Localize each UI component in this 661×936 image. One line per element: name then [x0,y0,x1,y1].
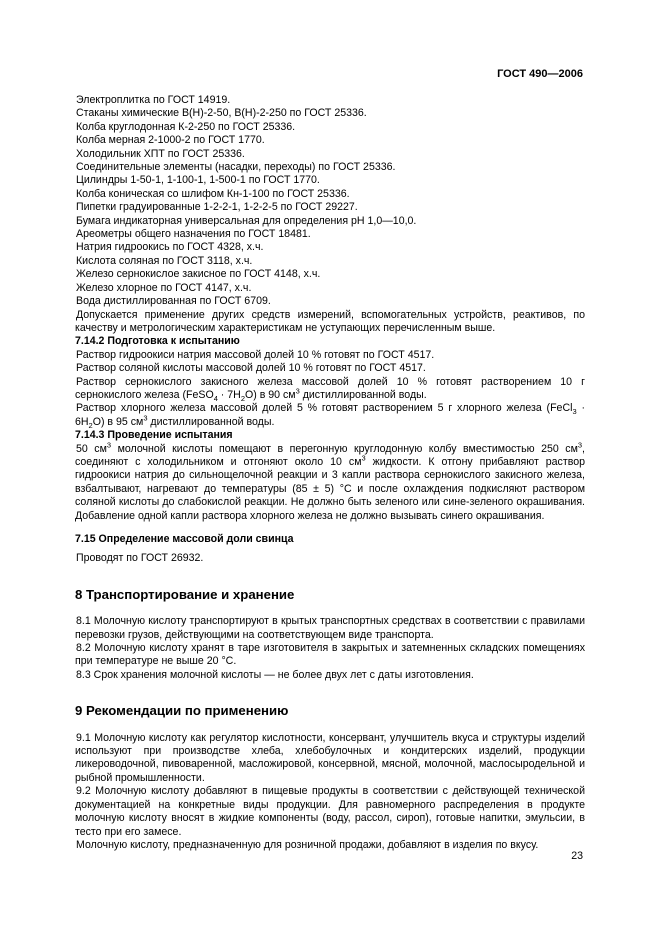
allowance-paragraph: Допускается применение других средств измерений, вспомогательных устройств, реактивов, по качеству и метрологическим характеристикам не уступающих перечисленным выше. [75,308,585,334]
paragraph: Раствор гидроокиси натрия массовой долей 10 % готовят по ГОСТ 4517. [76,348,435,361]
text-run: · 7H [217,388,241,401]
section-7-14-2-title: 7.14.2 Подготовка к испытанию [75,335,240,348]
list-item: Колба круглодонная К-2-250 по ГОСТ 25336. [76,120,296,133]
list-item: Колба мерная 2-1000-2 по ГОСТ 1770. [76,134,265,147]
subscript: 2 [88,420,93,430]
paragraph: Проводят по ГОСТ 26932. [76,552,204,565]
paragraph: 9.2 Молочную кислоту добавляют в пищевые продукты в соответствии с действующей технической документацией на конкретные виды продукции. Для равномерного распределения в продукте молочную кислоту вносят в жидкие компоненты (воду, рассол, сироп), готовые напитки, эмульсии, в тесто при его замесе. [75,785,585,838]
section-9-heading: 9 Рекомендации по применению [75,703,289,719]
list-item: Ареометры общего назначения по ГОСТ 18481. [76,228,311,241]
page-content [75,94,585,852]
list-item: Бумага индикаторная универсальная для определения рН 1,0—10,0. [76,214,417,227]
section-8-heading: 8 Транспортирование и хранение [75,586,295,602]
list-item: Пипетки градуированные 1-2-2-1, 1-2-2-5 по ГОСТ 29227. [76,201,358,214]
paragraph-ferrous-sulfate [75,376,585,403]
text-run: молочной кислоты помещают в перегонную круглодонную колбу вместимостью 250 см [111,442,578,455]
paragraph: Раствор соляной кислоты массовой долей 10 % готовят по ГОСТ 4517. [76,362,426,375]
equipment-list [75,94,585,309]
list-item: Соединительные элементы (насадки, переходы) по ГОСТ 25336. [76,161,396,174]
section-7-15-title: 7.15 Определение массовой доли свинца [75,533,294,545]
section-7-14-3-title: 7.14.3 Проведение испытания [75,429,233,442]
list-item: Кислота соляная по ГОСТ 3118, х.ч. [76,254,253,267]
text-run: O) в 90 см [245,388,296,401]
paragraph-test-procedure [75,440,585,523]
paragraph: Молочную кислоту, предназначенную для розничной продажи, добавляют в изделия по вкусу. [76,838,539,851]
paragraph: 9.1 Молочную кислоту как регулятор кислотности, консервант, улучшитель вкуса и структуры изделий используют при производстве хлеба, хлебобулочных и кондитерских изделий, продукции ликероводочной, пивоваренной, масложировой, консервной, мясной, молочной, маслосыродельной и рыбной промышленности. [75,731,585,784]
superscript: 3 [361,453,366,463]
subscript: 3 [572,407,577,417]
list-item: Цилиндры 1-50-1, 1-100-1, 1-500-1 по ГОСТ 1770. [76,174,320,187]
superscript: 3 [106,440,112,450]
list-item: Натрия гидроокись по ГОСТ 4328, х.ч. [76,241,264,254]
superscript: 3 [577,440,583,450]
text-run: O) в 95 см [92,415,144,428]
list-item: Стаканы химические В(Н)-2-50, В(Н)-2-250 по ГОСТ 25336. [76,107,367,120]
list-item: Холодильник ХПТ по ГОСТ 25336. [76,147,245,160]
text-run: Раствор сернокислого закисного железа массовой долей 10 % готовят растворением 10 г сернокислого железа (FeSO [75,375,585,401]
text-run: , соединяют с холодильником и отгоняют около 10 см [75,442,585,468]
text-run: жидкости. К отгону прибавляют раствор гидроокиси натрия до сильнощелочной реакции и 3 капли раствора сернокислого закисного железа, взбалтывают, нагревают до температуры (85 ± 5) °С и после охлаждения подкисляют раствором соляной кислоты до слабокислой реакции. Не должно быть зеленого или сине-зеленого окрашивания. Добавление одной капли раствора хлорного железа не должно вызывать синего окрашивания. [75,455,585,522]
subscript: 2 [240,394,245,404]
paragraph: 8.1 Молочную кислоту транспортируют в крытых транспортных средствах в соответствии с правилами перевозки грузов, действующими на соответствующем виде транспорта. [75,615,585,641]
text-run: Раствор хлорного железа массовой долей 5 % готовят растворением 5 г хлорного железа (FeCl [76,402,573,415]
list-item: Железо сернокислое закисное по ГОСТ 4148, х.ч. [76,268,321,281]
text-run: дистиллированной воды. [147,415,275,428]
text-run: · 6H [75,402,585,428]
paragraph: 8.3 Срок хранения молочной кислоты — не более двух лет с даты изготовления. [76,668,474,681]
text-run: дистиллированной воды. [299,388,427,401]
list-item: Вода дистиллированная по ГОСТ 6709. [76,295,271,308]
standard-header: ГОСТ 490—2006 [497,68,583,80]
text-run: 50 см [76,442,107,455]
list-item: Колба коническая со шлифом Кн-1-100 по ГОСТ 25336. [76,187,350,200]
subscript: 4 [213,394,218,404]
list-item: Электроплитка по ГОСТ 14919. [76,94,231,106]
list-item: Железо хлорное по ГОСТ 4147, х.ч. [76,281,252,294]
page-number: 23 [571,850,583,862]
paragraph: 8.2 Молочную кислоту хранят в таре изготовителя в закрытых и затемненных складских помещениях при температуре не выше 20 °С. [75,642,585,668]
paragraph-ferric-chloride [75,402,585,429]
superscript: 3 [295,386,300,396]
superscript: 3 [143,413,148,423]
